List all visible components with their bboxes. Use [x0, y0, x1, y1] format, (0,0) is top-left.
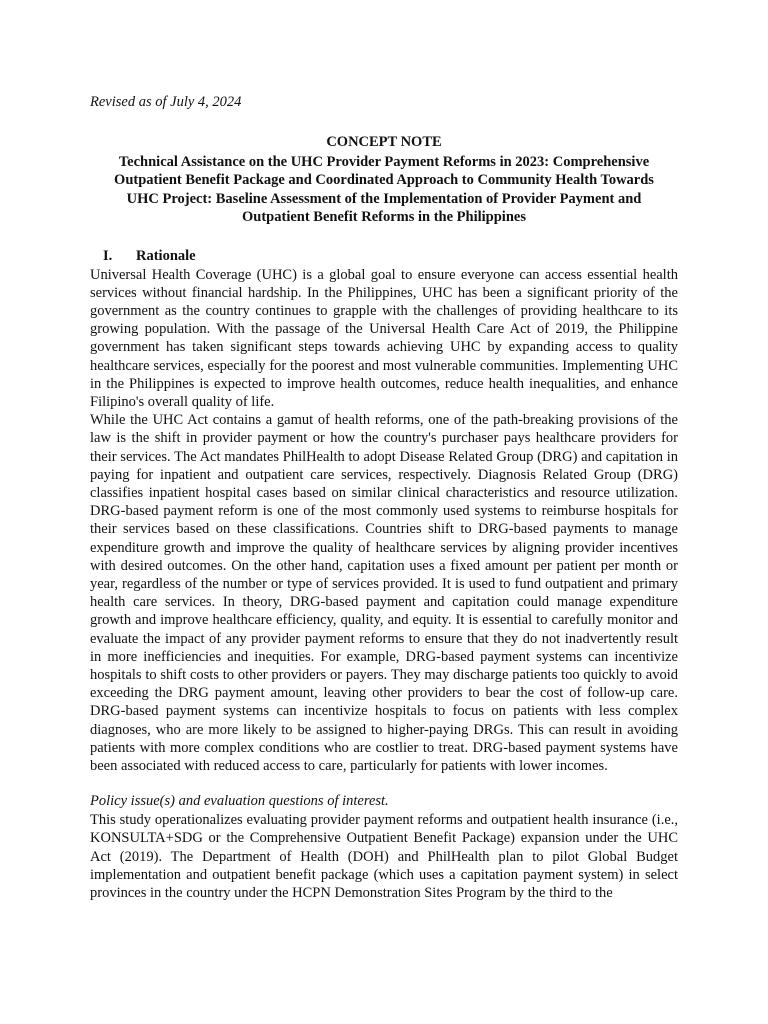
section-number: I.	[103, 247, 113, 264]
subtitle-line: Outpatient Benefit Package and Coordinated Approach to Community Health Towards	[114, 172, 654, 188]
revision-date: Revised as of July 4, 2024	[90, 94, 242, 110]
policy-subheading: Policy issue(s) and evaluation questions of interest.	[90, 793, 389, 810]
paragraph-provider-payment: While the UHC Act contains a gamut of health reforms, one of the path-breaking provisions of the law is the shift in provider payment or how the country's purchaser pays healthcare providers for their services. The Act mandates PhilHealth to adopt Disease Related Group (DRG) and capitation in paying for inpatient and outpatient care services, respectively. Diagnosis Related Group (DRG) classifies inpatient hospital cases based on similar clinical characteristics and resource utilization. DRG-based payment reform is one of the most commonly used systems to reimburse hospitals for their services based on these classifications. Countries shift to DRG-based payments to manage expenditure growth and improve the quality of healthcare services by aligning provider incentives with desired outcomes. On the other hand, capitation uses a fixed amount per patient per month or year, regardless of the number or type of services provided. It is used to fund outpatient and primary health care services. In theory, DRG-based payment and capitation could manage expenditure growth and improve healthcare efficiency, quality, and equity. It is essential to carefully monitor and evaluate the impact of any provider payment reforms to ensure that they do not inadvertently result in more inefficiencies and inequities. For example, DRG-based payment systems can incentivize hospitals to shift costs to other providers or payers. They may discharge patients too quickly to avoid exceeding the DRG payment amount, leaving other providers to bear the cost of follow-up care. DRG-based payment systems can incentivize hospitals to focus on patients with less complex diagnoses, who are more likely to be assigned to higher-paying DRGs. This can result in avoiding patients with more complex conditions who are costlier to treat. DRG-based payment systems have been associated with reduced access to care, particularly for patients with lower incomes.	[90, 412, 678, 774]
paragraph-study-scope: This study operationalizes evaluating provider payment reforms and outpatient health insurance (i.e., KONSULTA+SDG or the Comprehensive Outpatient Benefit Package) expansion under the UHC Act (2019). The Department of Health (DOH) and PhilHealth plan to pilot Global Budget implementation and outpatient benefit package (which uses a capitation payment system) in select provinces in the country under the HCPN Demonstration Sites Program by the third to the	[90, 812, 678, 901]
document-page	[90, 92, 678, 902]
section-title: Rationale	[136, 247, 196, 264]
paragraph-uhc-overview: Universal Health Coverage (UHC) is a global goal to ensure everyone can access essential health services without financial hardship. In the Philippines, UHC has been a significant priority of the government as the country continues to grapple with the challenges of providing healthcare to its growing population. With the passage of the Universal Health Care Act of 2019, the Philippine government has taken significant steps towards achieving UHC by expanding access to quality healthcare services, especially for the poorest and most vulnerable communities. Implementing UHC in the Philippines is expected to improve health outcomes, reduce health inequalities, and enhance Filipino's overall quality of life.	[90, 266, 678, 410]
subtitle-line: UHC Project: Baseline Assessment of the Implementation of Provider Payment and	[126, 190, 642, 207]
title-block	[90, 133, 678, 227]
subtitle-line: Technical Assistance on the UHC Provider Payment Reforms in 2023: Comprehensive	[118, 153, 650, 170]
subtitle-line: Outpatient Benefit Reforms in the Philippines	[242, 209, 526, 225]
document-title: CONCEPT NOTE	[326, 134, 442, 150]
section-heading	[90, 246, 678, 266]
